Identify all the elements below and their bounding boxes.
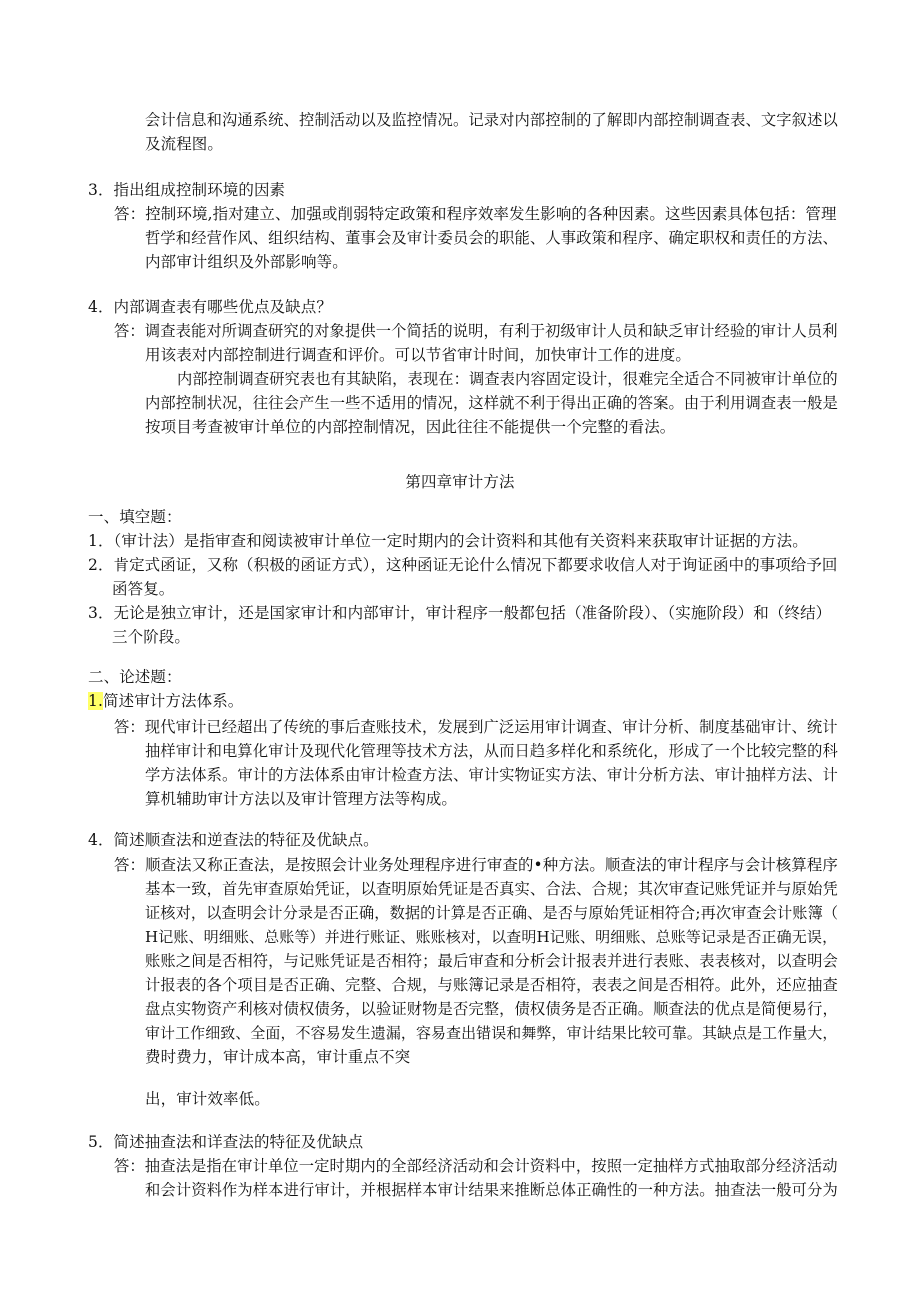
q3-question: 3．指出组成控制环境的因素: [88, 181, 286, 199]
q3-answer-line-2: 哲学和经营作风、组织结构、董事会及审计委员会的职能、人事政策和程序、确定职权和责任的方法、: [145, 229, 838, 247]
fill-blank-line-2: 2．肯定式函证，又称（积极的函证方式），这种函证无论什么情况下都要求收信人对于询证函中的事项给予回: [88, 556, 838, 574]
essay-q5-question: 5．简述抽查法和详查法的特征及优缺点: [88, 1133, 364, 1151]
fill-blank-heading: 一、填空题：: [88, 508, 182, 526]
q4-answer-line-4: 内部控制状况，往往会产生一些不适用的情况，这样就不利于得出正确的答案。由于利用调查表一般是: [145, 394, 838, 412]
essay-q1-question: 简述审计方法体系。: [103, 692, 244, 710]
essay-q1-answer-line-4: 算机辅助审计方法以及审计管理方法等构成。: [145, 790, 458, 808]
q3-answer-line-1: 答：控制环境,指对建立、加强或削弱特定政策和程序效率发生影响的各种因素。这些因素具体包括：管理: [114, 205, 837, 223]
essay-q4-answer-line-1: 答：顺查法又称正查法，是按照会计业务处理程序进行审查的•种方法。顺查法的审计程序与会计核算程序: [114, 856, 838, 874]
chapter-title: 第四章审计方法: [405, 473, 515, 491]
essay-q4-answer-line-8: 审计工作细致、全面，不容易发生遗漏，容易查出错误和舞弊，审计结果比较可靠。其缺点是工作量大，: [145, 1024, 838, 1042]
fill-blank-line-4: 3．无论是独立审计，还是国家审计和内部审计，审计程序一般都包括（准备阶段）、（实施阶段）和（终结）: [88, 604, 832, 622]
essay-q4-answer-line-9: 费时费力，审计成本高，审计重点不突: [145, 1048, 411, 1066]
essay-q4-answer-line-2: 基本一致，首先审查原始凭证，以查明原始凭证是否真实、合法、合规；其次审查记账凭证并与原始凭: [145, 880, 838, 898]
continuation-line-2: 及流程图。: [145, 135, 224, 153]
essay-q1-answer-line-1: 答：现代审计已经超出了传统的事后查账技术，发展到广泛运用审计调查、审计分析、制度基础审计、统计: [114, 718, 838, 736]
essay-q1-question-row: [88, 689, 243, 713]
essay-q5-answer-line-2: 和会计资料作为样本进行审计，并根据样本审计结果来推断总体正确性的一种方法。抽查法一般可分为: [145, 1181, 838, 1199]
q4-answer-line-5: 按项目考查被审计单位的内部控制情况，因此往往不能提供一个完整的看法。: [145, 418, 676, 436]
essay-q1-answer-line-2: 抽样审计和电算化审计及现代化管理等技术方法，从而日趋多样化和系统化，形成了一个比较完整的科: [145, 742, 838, 760]
essay-q5-answer-line-1: 答：抽查法是指在审计单位一定时期内的全部经济活动和会计资料中，按照一定抽样方式抽取部分经济活动: [114, 1157, 838, 1175]
essay-q1-number: 1.: [88, 692, 103, 710]
essay-q4-answer-line-6: 计报表的各个项目是否正确、完整、合规，与账簿记录是否相符，表表之间是否相符。此外，还应抽查: [145, 976, 838, 994]
q4-question: 4．内部调查表有哪些优点及缺点？: [88, 298, 332, 316]
essay-q4-continuation: 出，审计效率低。: [145, 1090, 270, 1108]
essay-q1-answer-line-3: 学方法体系。审计的方法体系由审计检查方法、审计实物证实方法、审计分析方法、审计抽样方法、计: [145, 766, 838, 784]
essay-q4-answer-line-5: 账账之间是否相符，与记账凭证是否相符；最后审查和分析会计报表并进行表账、表表核对，以查明会: [145, 952, 838, 970]
essay-q4-question: 4．简述顺查法和逆查法的特征及优缺点。: [88, 831, 379, 849]
q3-answer-line-3: 内部审计组织及外部影响等。: [145, 253, 348, 271]
essay-q4-answer-line-3: 证核对，以查明会计分录是否正确，数据的计算是否正确、是否与原始凭证相符合;再次审查会计账簿（: [145, 904, 839, 922]
fill-blank-line-3: 函答复。: [112, 580, 175, 598]
q4-answer-line-1: 答：调查表能对所调查研究的对象提供一个简括的说明，有利于初级审计人员和缺乏审计经验的审计人员利: [114, 322, 838, 340]
q4-answer-line-2: 用该表对内部控制进行调查和评价。可以节省审计时间，加快审计工作的进度。: [145, 346, 692, 364]
essay-q4-answer-line-7: 盘点实物资产利核对债权债务，以验证财物是否完整，债权债务是否正确。顺查法的优点是简便易行，: [145, 1000, 838, 1018]
q4-answer-line-3: 内部控制调查研究表也有其缺陷，表现在：调查表内容固定设计，很难完全适合不同被审计单位的: [177, 370, 838, 388]
continuation-line-1: 会计信息和沟通系统、控制活动以及监控情况。记录对内部控制的了解即内部控制调查表、文字叙述以: [145, 111, 838, 129]
fill-blank-line-1: 1．（审计法）是指审查和阅读被审计单位一定时期内的会计资料和其他有关资料来获取审计证据的方法。: [88, 532, 808, 550]
essay-q4-answer-line-4: H记账、明细账、总账等）并进行账证、账账核对，以查明H记账、明细账、总账等记录是否正确无误，: [145, 928, 838, 946]
essay-heading: 二、论述题：: [88, 668, 182, 686]
fill-blank-line-5: 三个阶段。: [112, 628, 191, 646]
